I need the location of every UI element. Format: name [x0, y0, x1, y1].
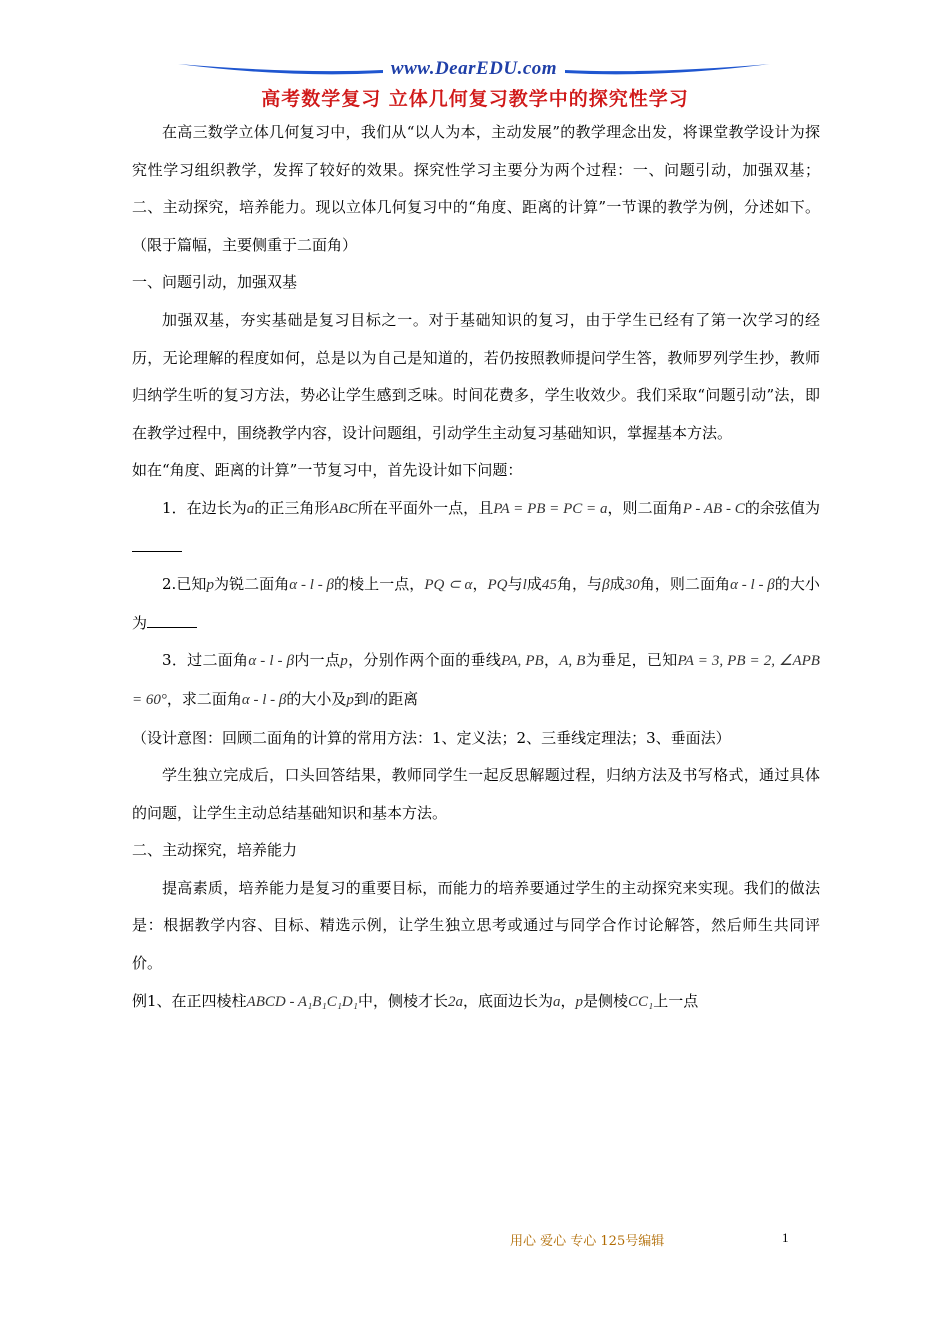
design-note: （设计意图：回顾二面角的计算的常用方法：1、定义法；2、三垂线定理法；3、垂面法）: [132, 728, 731, 747]
section-heading-2: 二、主动探究，培养能力: [132, 841, 298, 860]
question-2: 2.已知p为锐二面角α - l - β的棱上一点，PQ ⊂ α，PQ与l成45角，与β成30角，则二面角α - l - β的大小为: [132, 575, 820, 632]
answer-blank: [147, 613, 197, 628]
paragraph: 学生独立完成后，口头回答结果，教师同学生一起反思解题过程，归纳方法及书写格式，通过具体的问题，让学生主动总结基础知识和基本方法。: [132, 766, 820, 822]
document-body: [132, 114, 820, 1021]
answer-blank: [132, 537, 182, 552]
example-1: 例1、在正四棱柱ABCD - A₁B₁C₁D₁中，侧棱才长2a，底面边长为a，p是侧棱CC₁上一点: [132, 991, 699, 1010]
site-name[interactable]: www.DearEDU.com: [390, 58, 558, 79]
footer-note: 用心 爱心 专心 125号编辑: [510, 1234, 665, 1249]
intro-paragraph: 在高三数学立体几何复习中，我们从“以人为本，主动发展”的教学理念出发，将课堂教学设计为探究性学习组织教学，发挥了较好的效果。探究性学习主要分为两个过程：一、问题引动，加强双基；二、主动探究，培养能力。现以立体几何复习中的“角度、距离的计算”一节课的教学为例，分述如下。（限于篇幅，主要侧重于二面角）: [132, 123, 820, 254]
page-title: 高考数学复习 立体几何复习教学中的探究性学习: [261, 88, 689, 110]
site-header: [178, 58, 770, 82]
section-heading-1: 一、问题引动，加强双基: [132, 273, 298, 292]
question-1: 1．在边长为a的正三角形ABC所在平面外一点，且PA = PB = PC = a，则二面角P - AB - C的余弦值为: [132, 490, 820, 566]
page-number: 1: [782, 1230, 789, 1245]
paragraph: 如在“角度、距离的计算”一节复习中，首先设计如下问题：: [132, 461, 523, 480]
question-3: 3．过二面角α - l - β内一点p，分别作两个面的垂线PA, PB，A, B为垂足，已知PA = 3, PB = 2, ∠APB = 60°，求二面角α - l - β的大小及p到l的距离: [132, 651, 820, 708]
paragraph: 提高素质，培养能力是复习的重要目标，而能力的培养要通过学生的主动探究来实现。我们的做法是：根据教学内容、目标、精选示例，让学生独立思考或通过与同学合作讨论解答，然后师生共同评价。: [132, 878, 820, 973]
paragraph: 加强双基，夯实基础是复习目标之一。对于基础知识的复习，由于学生已经有了第一次学习的经历，无论理解的程度如何，总是以为自己是知道的，若仍按照教师提问学生答，教师罗列学生抄，教师归纳学生听的复习方法，势必让学生感到乏味。时间花费多，学生收效少。我们采取“问题引动”法，即在教学过程中，围绕教学内容，设计问题组，引动学生主动复习基础知识，掌握基本方法。: [132, 310, 820, 442]
